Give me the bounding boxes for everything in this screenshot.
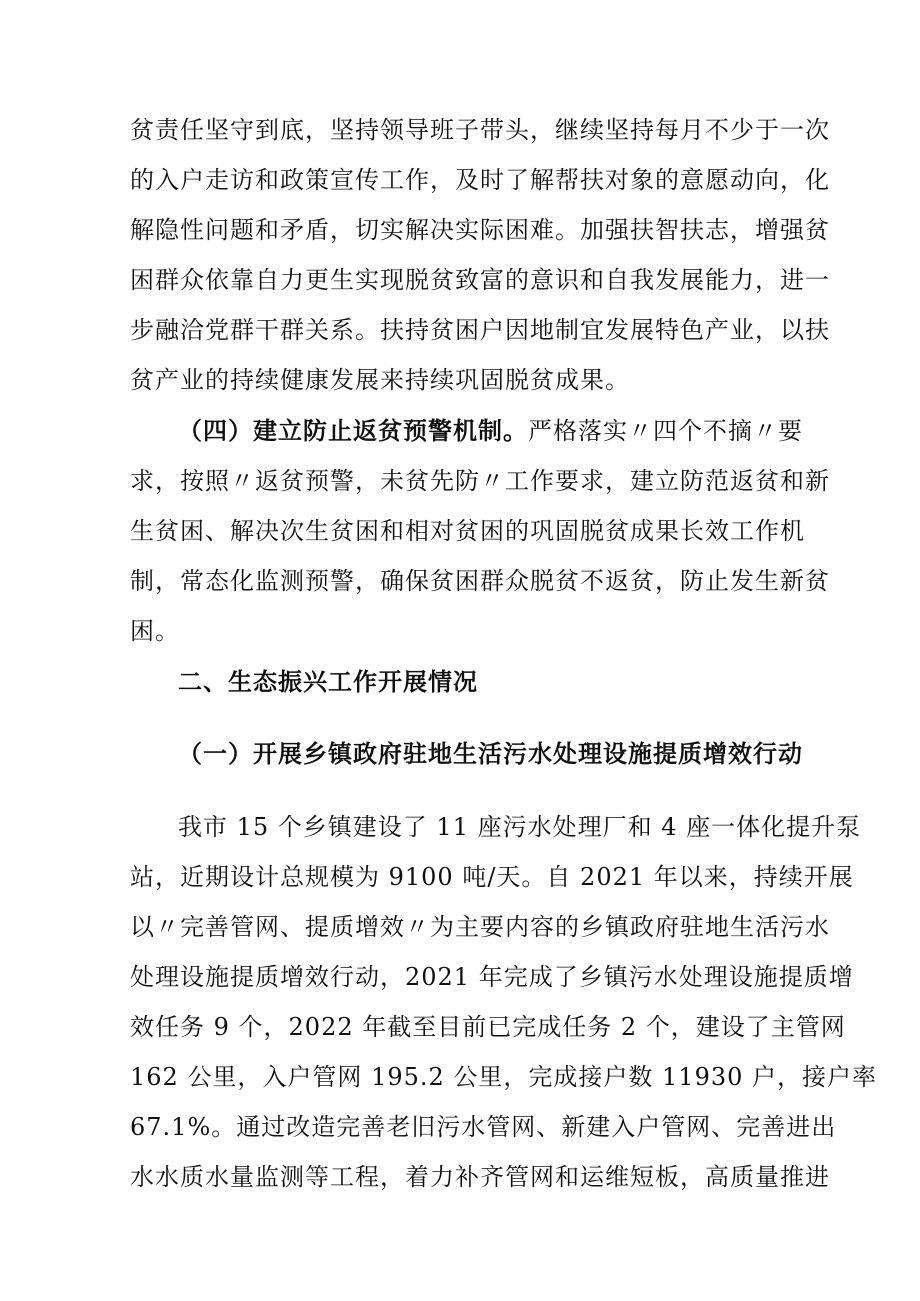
paragraph-line: 贫产业的持续健康发展来持续巩固脱贫成果。 [130, 366, 630, 394]
paragraph-line: 67.1%。通过改造完善老旧污水管网、新建入户管网、完善进出 [130, 1113, 837, 1141]
paragraph-line: 162 公里，入户管网 195.2 公里，完成接户数 11930 户，接户率 [130, 1063, 878, 1091]
paragraph-line: 困。 [130, 617, 180, 645]
paragraph-line: 制，常态化监测预警，确保贫困群众脱贫不返贫，防止发生新贫 [130, 567, 830, 595]
paragraph-line: 解隐性问题和矛盾，切实解决实际困难。加强扶智扶志，增强贫 [130, 216, 830, 244]
paragraph-line: 生贫困、解决次生贫困和相对贫困的巩固脱贫成果长效工作机 [130, 517, 805, 545]
paragraph-line: 贫责任坚守到底，坚持领导班子带头，继续坚持每月不少于一次 [130, 116, 830, 144]
paragraph-line: 效任务 9 个，2022 年截至目前已完成任务 2 个，建设了主管网 [130, 1013, 846, 1041]
paragraph-line: 处理设施提质增效行动，2021 年完成了乡镇污水处理设施提质增 [130, 963, 854, 991]
paragraph-line: 困群众依靠自力更生实现脱贫致富的意识和自我发展能力，进一 [130, 266, 830, 294]
paragraph-line: 水水质水量监测等工程，着力补齐管网和运维短板，高质量推进 [130, 1163, 830, 1191]
paragraph-line: 以〃完善管网、提质增效〃为主要内容的乡镇政府驻地生活污水 [130, 913, 830, 941]
paragraph-line: 求，按照〃返贫预警，未贫先防〃工作要求，建立防范返贫和新 [130, 467, 830, 495]
subsection-heading: （一）开展乡镇政府驻地生活污水处理设施提质增效行动 [178, 740, 803, 768]
section-heading: 二、生态振兴工作开展情况 [178, 668, 478, 696]
paragraph-line: 步融洽党群干群关系。扶持贫困户因地制宜发展特色产业，以扶 [130, 316, 830, 344]
paragraph-line: 的入户走访和政策宣传工作，及时了解帮扶对象的意愿动向，化 [130, 166, 830, 194]
paragraph-lead-heading: （四）建立防止返贫预警机制。 [178, 417, 528, 445]
paragraph-first-line [178, 415, 803, 447]
paragraph-line: 站，近期设计总规模为 9100 吨/天。自 2021 年以来，持续开展 [130, 863, 854, 891]
paragraph-line: 我市 15 个乡镇建设了 11 座污水处理厂和 4 座一体化提升泵 [178, 813, 862, 841]
paragraph-line-rest: 严格落实〃四个不摘〃要 [528, 417, 803, 445]
